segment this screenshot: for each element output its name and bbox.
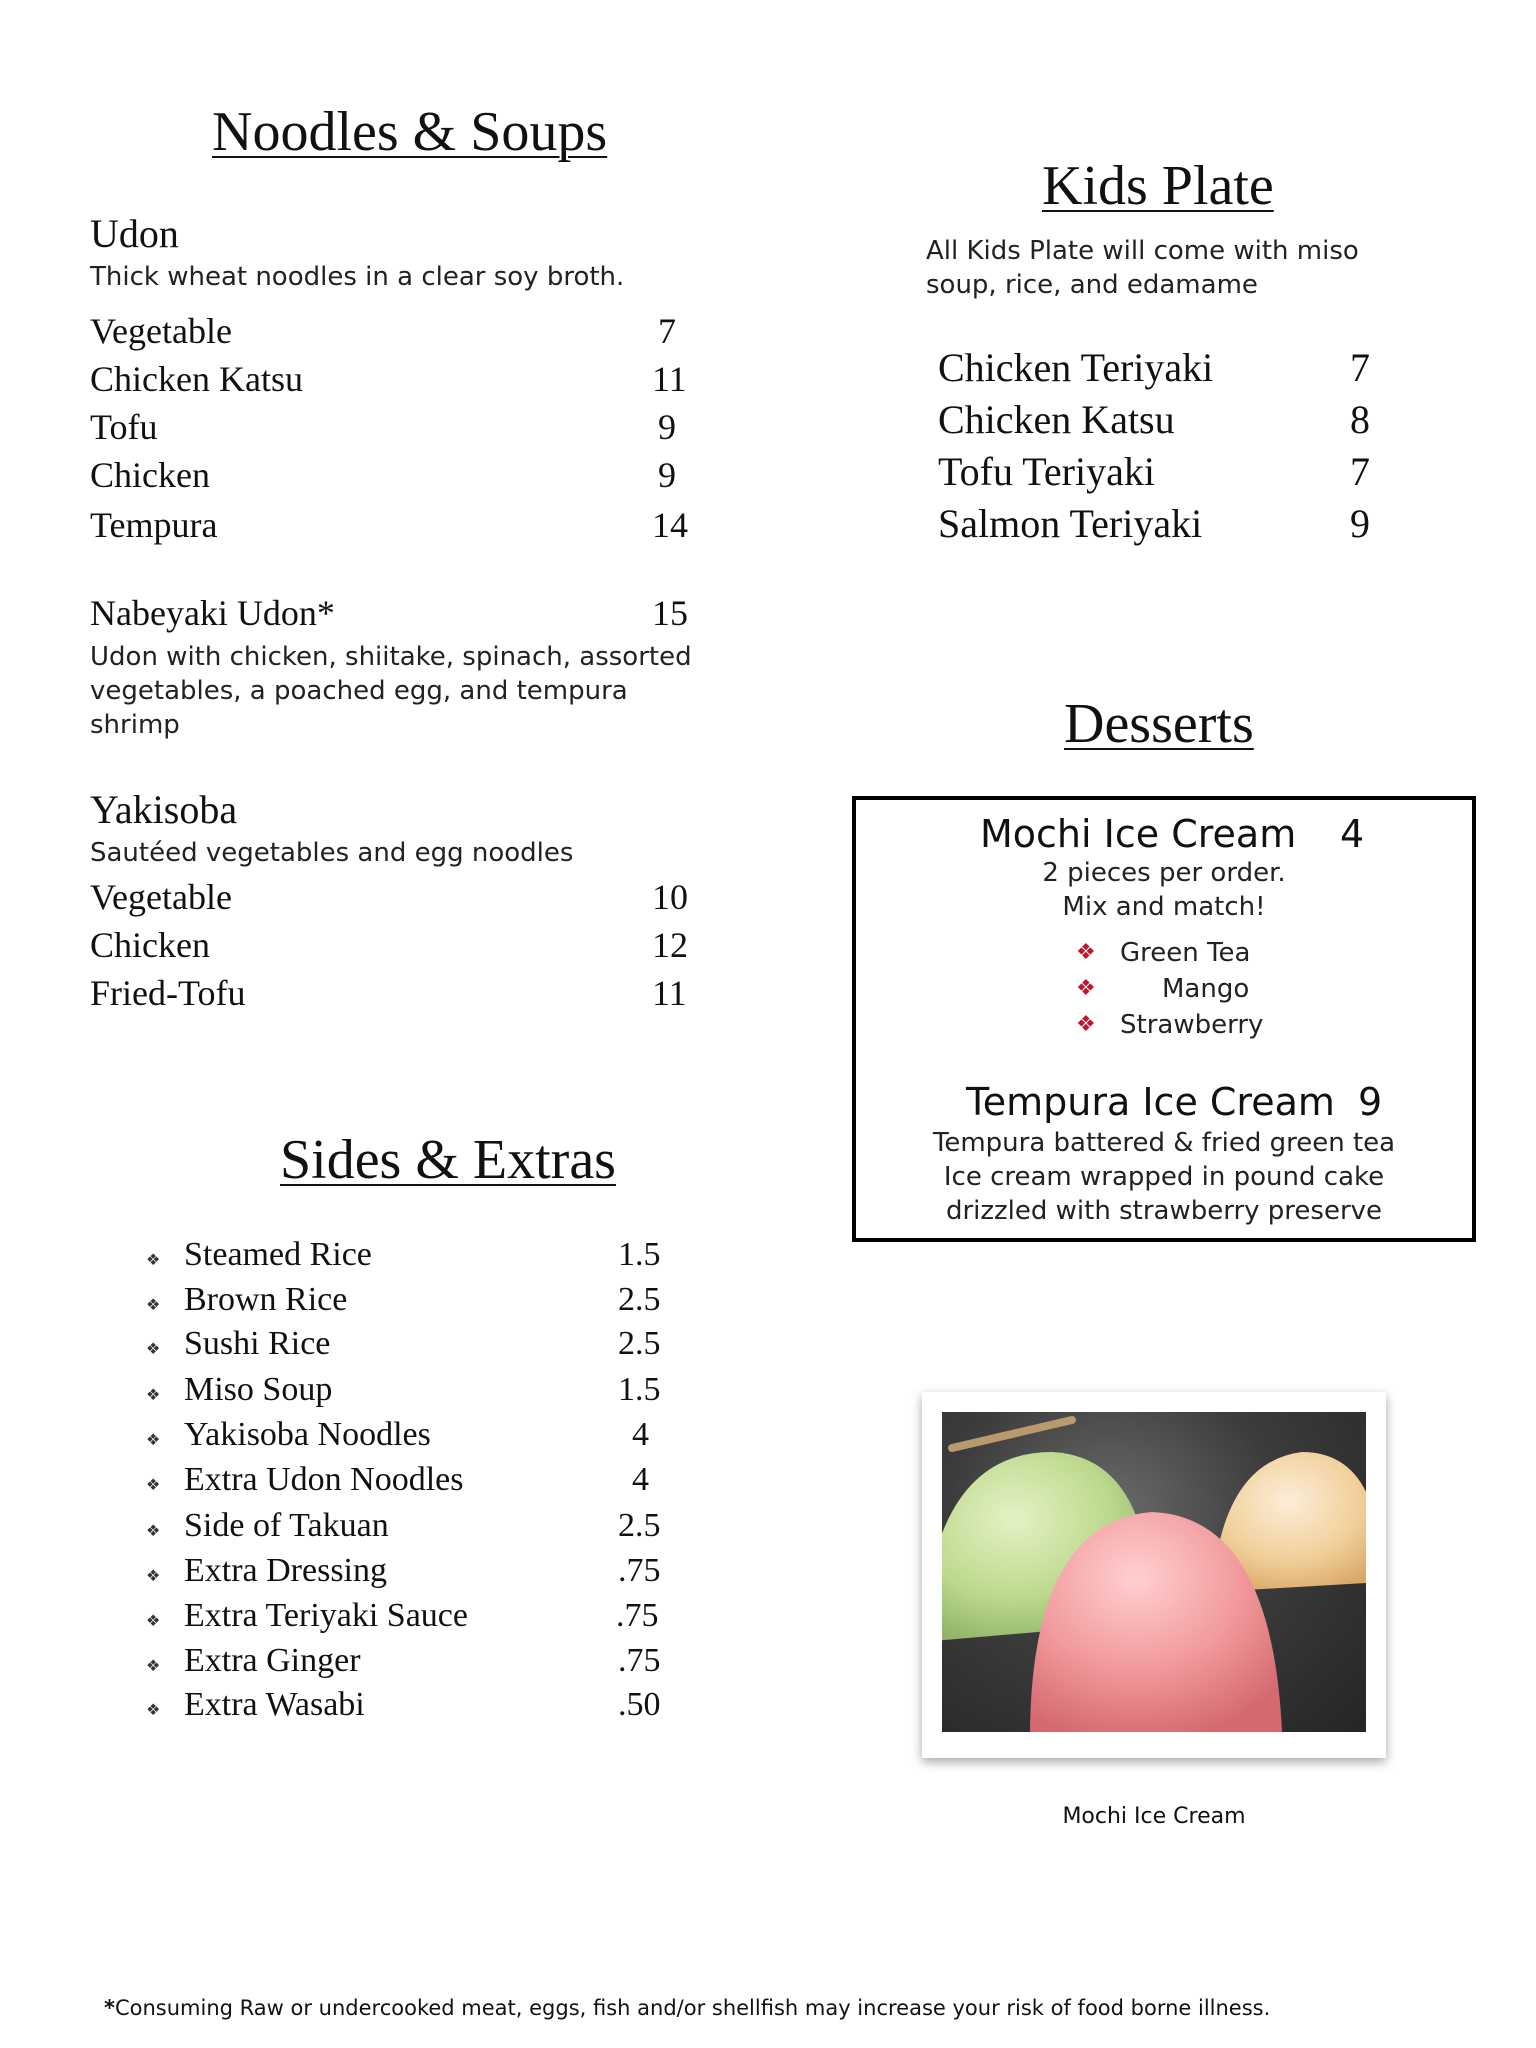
item-price: 2.5 — [618, 1325, 661, 1362]
diamond-bullet-icon: ❖ — [1076, 1012, 1096, 1037]
menu-item — [90, 406, 676, 448]
item-price: 11 — [652, 973, 687, 1013]
item-name: Brown Rice — [184, 1281, 348, 1318]
item-price: 2.5 — [618, 1507, 661, 1544]
diamond-bullet-icon: ❖ — [146, 1387, 161, 1404]
item-price: 12 — [652, 925, 688, 965]
kids-heading: Kids Plate — [1042, 155, 1274, 217]
noodles-heading: Noodles & Soups — [212, 101, 608, 163]
item-price: 4 — [632, 1461, 649, 1498]
item-name: Yakisoba Noodles — [184, 1416, 431, 1453]
item-price: 7 — [1350, 449, 1370, 494]
udon-title: Udon — [90, 211, 179, 256]
item-name: Sushi Rice — [184, 1325, 331, 1362]
menu-item — [90, 876, 688, 918]
mochi-price: 4 — [1340, 812, 1365, 856]
item-name: Steamed Rice — [184, 1236, 372, 1273]
item-price: 9 — [658, 455, 676, 495]
item-name: Side of Takuan — [184, 1507, 389, 1544]
item-name: Tofu Teriyaki — [938, 449, 1155, 494]
description-line: soup, rice, and edamame — [926, 270, 1258, 300]
diamond-bullet-icon: ❖ — [146, 1252, 161, 1269]
description-line: Ice cream wrapped in pound cake — [943, 1162, 1385, 1192]
item-price: 4 — [632, 1416, 649, 1453]
description-line: Udon with chicken, shiitake, spinach, assorted — [90, 642, 692, 672]
diamond-bullet-icon: ❖ — [146, 1523, 161, 1540]
item-price: .75 — [618, 1552, 661, 1589]
item-price: 1.5 — [618, 1236, 661, 1273]
nabeyaki-description — [90, 640, 692, 742]
diamond-bullet-icon: ❖ — [146, 1568, 161, 1585]
diamond-bullet-icon: ❖ — [146, 1613, 161, 1630]
item-name: Chicken — [90, 455, 210, 495]
note-line: Mix and match! — [1062, 892, 1266, 922]
item-price: 2.5 — [618, 1281, 661, 1318]
item-name: Vegetable — [90, 877, 232, 917]
item-name: Chicken Katsu — [938, 397, 1175, 442]
diamond-bullet-icon: ❖ — [1076, 976, 1096, 1001]
disclaimer-text: Consuming Raw or undercooked meat, eggs, fish and/or shellfish may increase your risk of food borne illness. — [114, 1996, 1271, 2020]
menu-item — [938, 396, 1370, 443]
diamond-bullet-icon: ❖ — [146, 1297, 161, 1314]
menu-item — [938, 448, 1370, 495]
sides-heading: Sides & Extras — [280, 1129, 616, 1191]
mochi-photo-frame — [922, 1392, 1386, 1758]
item-price: 7 — [1350, 345, 1370, 390]
yakisoba-description: Sautéed vegetables and egg noodles — [90, 838, 574, 868]
item-name: Extra Ginger — [184, 1642, 361, 1679]
menu-item — [938, 500, 1370, 547]
item-name: Miso Soup — [184, 1371, 333, 1408]
tempura-description — [856, 1126, 1472, 1228]
description-line: All Kids Plate will come with miso — [926, 236, 1359, 266]
item-price: 14 — [652, 505, 688, 545]
diamond-bullet-icon: ❖ — [146, 1702, 161, 1719]
asterisk: * — [104, 1996, 115, 2020]
item-name: Fried-Tofu — [90, 973, 246, 1013]
item-price: 9 — [1350, 501, 1370, 546]
item-price: 9 — [658, 407, 676, 447]
item-name: Tofu — [90, 407, 158, 447]
menu-item — [938, 344, 1370, 391]
note-line: 2 pieces per order. — [1042, 858, 1286, 888]
udon-description: Thick wheat noodles in a clear soy broth. — [90, 262, 625, 292]
item-price: 7 — [658, 311, 676, 351]
description-line: Tempura battered & fried green tea — [932, 1128, 1396, 1158]
item-name: Salmon Teriyaki — [938, 501, 1203, 546]
item-price: .75 — [618, 1642, 661, 1679]
item-name: Nabeyaki Udon* — [90, 593, 335, 633]
item-name: Extra Teriyaki Sauce — [184, 1597, 468, 1634]
diamond-bullet-icon: ❖ — [146, 1477, 161, 1494]
menu-item — [90, 924, 688, 966]
description-line: drizzled with strawberry preserve — [945, 1196, 1383, 1226]
item-name: Vegetable — [90, 311, 232, 351]
menu-item — [90, 504, 688, 546]
item-price: 11 — [652, 359, 687, 399]
diamond-bullet-icon: ❖ — [146, 1658, 161, 1675]
item-price: 15 — [652, 593, 688, 633]
item-name: Chicken Teriyaki — [938, 345, 1214, 390]
item-price: .50 — [618, 1686, 661, 1723]
footer-disclaimer — [104, 1996, 1270, 2020]
diamond-bullet-icon: ❖ — [146, 1432, 161, 1449]
item-name: Tempura — [90, 505, 218, 545]
dessert-box — [852, 796, 1476, 1242]
chopstick-shape — [952, 1420, 1072, 1448]
kids-description — [926, 234, 1359, 302]
nabeyaki-udon — [90, 592, 688, 634]
mochi-title: Mochi Ice Cream — [980, 812, 1297, 856]
menu-item — [90, 310, 676, 352]
description-line: shrimp — [90, 710, 180, 740]
mochi-illustration — [942, 1412, 1366, 1732]
flavor-label: Strawberry — [1120, 1010, 1264, 1040]
item-name: Chicken Katsu — [90, 359, 303, 399]
diamond-bullet-icon: ❖ — [1076, 940, 1096, 965]
desserts-heading: Desserts — [1064, 693, 1254, 755]
mochi-note — [856, 856, 1472, 924]
yakisoba-title: Yakisoba — [90, 787, 238, 832]
menu-item — [90, 358, 687, 400]
flavor-label: Green Tea — [1120, 938, 1251, 968]
diamond-bullet-icon: ❖ — [146, 1341, 161, 1358]
item-name: Extra Udon Noodles — [184, 1461, 464, 1498]
item-name: Chicken — [90, 925, 210, 965]
tempura-price: 9 — [1358, 1080, 1383, 1124]
item-price: .75 — [616, 1597, 659, 1634]
flavor-label: Mango — [1162, 974, 1250, 1004]
photo-caption: Mochi Ice Cream — [1062, 1804, 1246, 1829]
item-price: 8 — [1350, 397, 1370, 442]
menu-item — [90, 454, 676, 496]
menu-item — [90, 972, 687, 1014]
item-price: 1.5 — [618, 1371, 661, 1408]
description-line: vegetables, a poached egg, and tempura — [90, 676, 628, 706]
item-name: Extra Dressing — [184, 1552, 388, 1589]
item-name: Extra Wasabi — [184, 1686, 365, 1723]
item-price: 10 — [652, 877, 688, 917]
tempura-title: Tempura Ice Cream — [966, 1080, 1335, 1124]
mochi-photo — [942, 1412, 1366, 1732]
